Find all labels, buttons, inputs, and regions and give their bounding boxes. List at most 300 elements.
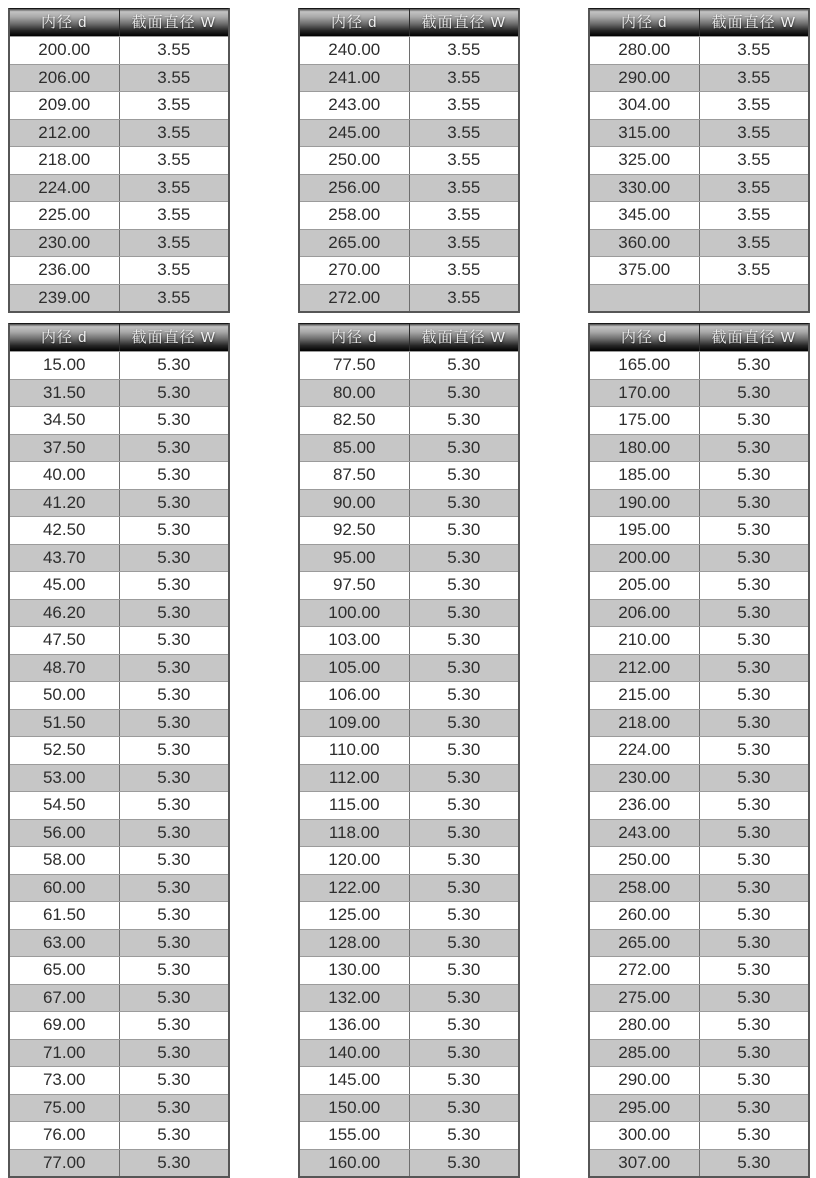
table-row bbox=[590, 736, 808, 764]
table-row bbox=[590, 901, 808, 929]
table-row bbox=[10, 791, 228, 819]
table-row bbox=[300, 929, 518, 957]
cell-inner-diameter: 239.00 bbox=[38, 287, 91, 307]
cell-inner-diameter: 42.50 bbox=[42, 520, 86, 539]
cell-inner-diameter: 290.00 bbox=[618, 67, 671, 87]
cell-cross-section-diameter: 3.55 bbox=[409, 202, 519, 229]
table-row bbox=[590, 874, 808, 902]
col-header-inner-diameter: 内径 d bbox=[330, 329, 378, 346]
cell-inner-diameter: 103.00 bbox=[328, 630, 381, 649]
cell-inner-diameter: 112.00 bbox=[328, 767, 380, 787]
table-row bbox=[300, 1121, 518, 1149]
cell-cross-section-diameter: 5.30 bbox=[699, 682, 809, 709]
cell-inner-diameter: 125.00 bbox=[328, 905, 381, 924]
cell-cross-section-diameter: 5.30 bbox=[119, 1067, 229, 1094]
spec-table-top-right bbox=[588, 8, 810, 313]
table-row bbox=[300, 1066, 518, 1094]
cell-inner-diameter: 67.00 bbox=[42, 987, 86, 1007]
cell-cross-section-diameter: 5.30 bbox=[409, 875, 519, 902]
table-row bbox=[300, 599, 518, 627]
cell-inner-diameter: 15.00 bbox=[42, 355, 86, 374]
table-row bbox=[10, 174, 228, 202]
cell-cross-section-diameter: 5.30 bbox=[409, 380, 519, 407]
cell-cross-section-diameter: 5.30 bbox=[409, 517, 519, 544]
table-row bbox=[590, 654, 808, 682]
table-row bbox=[300, 489, 518, 517]
cell-cross-section-diameter: 5.30 bbox=[119, 875, 229, 902]
table-row bbox=[590, 284, 808, 312]
cell-cross-section-diameter: 3.55 bbox=[409, 120, 519, 147]
cell-cross-section-diameter: 5.30 bbox=[119, 627, 229, 654]
cell-cross-section-diameter: 5.30 bbox=[409, 1067, 519, 1094]
table-row bbox=[300, 1011, 518, 1039]
cell-cross-section-diameter: 5.30 bbox=[699, 957, 809, 984]
cell-inner-diameter: 105.00 bbox=[328, 657, 381, 677]
cell-cross-section-diameter: 5.30 bbox=[119, 1040, 229, 1067]
cell-cross-section-diameter: 5.30 bbox=[699, 435, 809, 462]
col-header-cross-section-diameter: 截面直径 W bbox=[409, 9, 519, 36]
spec-table-top-left bbox=[8, 8, 230, 313]
cell-inner-diameter: 290.00 bbox=[618, 1070, 671, 1089]
cell-cross-section-diameter: 3.55 bbox=[119, 92, 229, 119]
cell-cross-section-diameter: 5.30 bbox=[119, 352, 229, 379]
cell-inner-diameter: 41.20 bbox=[42, 492, 86, 512]
cell-cross-section-diameter: 5.30 bbox=[119, 1122, 229, 1149]
cell-inner-diameter: 285.00 bbox=[618, 1042, 671, 1062]
cell-inner-diameter: 258.00 bbox=[618, 877, 671, 897]
cell-cross-section-diameter bbox=[699, 285, 809, 312]
cell-inner-diameter: 236.00 bbox=[618, 795, 671, 814]
cell-inner-diameter: 236.00 bbox=[38, 260, 91, 279]
cell-inner-diameter: 160.00 bbox=[328, 1152, 381, 1172]
cell-cross-section-diameter: 3.55 bbox=[409, 257, 519, 284]
cell-inner-diameter: 37.50 bbox=[42, 437, 86, 457]
table-row bbox=[590, 434, 808, 462]
cell-cross-section-diameter: 5.30 bbox=[699, 765, 809, 792]
cell-inner-diameter: 110.00 bbox=[328, 740, 380, 759]
cell-inner-diameter: 40.00 bbox=[42, 465, 86, 484]
table-row bbox=[590, 626, 808, 654]
cell-cross-section-diameter: 5.30 bbox=[119, 462, 229, 489]
cell-inner-diameter: 307.00 bbox=[618, 1152, 671, 1172]
table-row bbox=[590, 599, 808, 627]
table-row bbox=[10, 201, 228, 229]
table-row bbox=[590, 1121, 808, 1149]
spec-table-bottom-center bbox=[298, 323, 520, 1178]
table-row bbox=[300, 709, 518, 737]
cell-cross-section-diameter: 5.30 bbox=[119, 930, 229, 957]
table-row bbox=[300, 201, 518, 229]
cell-cross-section-diameter: 5.30 bbox=[699, 902, 809, 929]
table-row bbox=[10, 256, 228, 284]
cell-cross-section-diameter: 5.30 bbox=[119, 1095, 229, 1122]
cell-cross-section-diameter: 5.30 bbox=[409, 490, 519, 517]
cell-inner-diameter: 60.00 bbox=[42, 877, 86, 897]
cell-inner-diameter: 206.00 bbox=[38, 67, 91, 87]
table-row bbox=[590, 36, 808, 64]
cell-inner-diameter: 218.00 bbox=[618, 712, 671, 732]
cell-cross-section-diameter: 5.30 bbox=[409, 462, 519, 489]
cell-cross-section-diameter: 5.30 bbox=[409, 407, 519, 434]
table-row bbox=[300, 64, 518, 92]
cell-inner-diameter: 128.00 bbox=[328, 932, 381, 952]
cell-inner-diameter: 53.00 bbox=[42, 767, 86, 787]
cell-inner-diameter: 243.00 bbox=[328, 95, 381, 114]
table-row bbox=[10, 874, 228, 902]
table-row bbox=[300, 119, 518, 147]
cell-inner-diameter: 45.00 bbox=[42, 575, 86, 594]
table-row bbox=[590, 174, 808, 202]
cell-inner-diameter: 224.00 bbox=[618, 740, 671, 759]
cell-cross-section-diameter: 3.55 bbox=[119, 120, 229, 147]
cell-cross-section-diameter: 3.55 bbox=[699, 120, 809, 147]
table-row bbox=[590, 119, 808, 147]
col-header-cross-section-diameter: 截面直径 W bbox=[119, 324, 229, 351]
table-row bbox=[10, 681, 228, 709]
table-row bbox=[10, 36, 228, 64]
table-row bbox=[300, 351, 518, 379]
cell-inner-diameter: 87.50 bbox=[332, 465, 376, 484]
table-row bbox=[590, 351, 808, 379]
cell-cross-section-diameter: 5.30 bbox=[409, 710, 519, 737]
cell-cross-section-diameter: 5.30 bbox=[699, 1040, 809, 1067]
cell-inner-diameter: 122.00 bbox=[328, 877, 381, 897]
table-row bbox=[590, 229, 808, 257]
table-row bbox=[10, 91, 228, 119]
col-header-cross-section-diameter: 截面直径 W bbox=[699, 9, 809, 36]
cell-cross-section-diameter: 5.30 bbox=[119, 380, 229, 407]
cell-inner-diameter: 375.00 bbox=[618, 260, 671, 279]
cell-inner-diameter: 56.00 bbox=[42, 822, 86, 842]
cell-cross-section-diameter: 5.30 bbox=[119, 792, 229, 819]
cell-inner-diameter: 65.00 bbox=[42, 960, 86, 979]
cell-inner-diameter: 175.00 bbox=[618, 410, 671, 429]
cell-cross-section-diameter: 3.55 bbox=[699, 37, 809, 64]
table-row bbox=[300, 36, 518, 64]
cell-inner-diameter: 43.70 bbox=[42, 547, 86, 567]
table-row bbox=[10, 146, 228, 174]
table-header-row bbox=[10, 324, 228, 351]
table-row bbox=[300, 819, 518, 847]
table-row bbox=[300, 1039, 518, 1067]
table-row bbox=[590, 764, 808, 792]
cell-cross-section-diameter: 5.30 bbox=[409, 737, 519, 764]
cell-cross-section-diameter: 3.55 bbox=[409, 175, 519, 202]
cell-cross-section-diameter: 5.30 bbox=[699, 627, 809, 654]
cell-cross-section-diameter: 5.30 bbox=[699, 792, 809, 819]
table-row bbox=[10, 379, 228, 407]
table-row bbox=[300, 461, 518, 489]
cell-cross-section-diameter: 5.30 bbox=[699, 1067, 809, 1094]
col-header-inner-diameter: 内径 d bbox=[620, 14, 668, 31]
table-row bbox=[590, 956, 808, 984]
cell-inner-diameter: 58.00 bbox=[42, 850, 86, 869]
cell-inner-diameter: 258.00 bbox=[328, 205, 381, 224]
cell-inner-diameter: 75.00 bbox=[42, 1097, 86, 1117]
table-row bbox=[300, 626, 518, 654]
cell-cross-section-diameter: 3.55 bbox=[699, 92, 809, 119]
cell-cross-section-diameter: 5.30 bbox=[699, 545, 809, 572]
cell-cross-section-diameter: 5.30 bbox=[119, 517, 229, 544]
table-row bbox=[590, 846, 808, 874]
cell-inner-diameter: 250.00 bbox=[618, 850, 671, 869]
cell-cross-section-diameter: 3.55 bbox=[699, 230, 809, 257]
cell-inner-diameter: 195.00 bbox=[618, 520, 671, 539]
cell-inner-diameter: 47.50 bbox=[42, 630, 86, 649]
table-row bbox=[10, 406, 228, 434]
cell-cross-section-diameter: 5.30 bbox=[699, 572, 809, 599]
cell-inner-diameter: 272.00 bbox=[328, 287, 381, 307]
cell-inner-diameter: 315.00 bbox=[618, 122, 671, 142]
cell-inner-diameter: 256.00 bbox=[328, 177, 381, 197]
table-row bbox=[590, 1039, 808, 1067]
table-row bbox=[10, 351, 228, 379]
cell-cross-section-diameter: 5.30 bbox=[409, 792, 519, 819]
cell-inner-diameter: 206.00 bbox=[618, 602, 671, 622]
cell-cross-section-diameter: 5.30 bbox=[119, 407, 229, 434]
cell-inner-diameter: 31.50 bbox=[42, 382, 86, 402]
cell-cross-section-diameter: 3.55 bbox=[409, 92, 519, 119]
cell-inner-diameter: 241.00 bbox=[328, 67, 381, 87]
cell-cross-section-diameter: 5.30 bbox=[119, 985, 229, 1012]
cell-cross-section-diameter: 5.30 bbox=[409, 572, 519, 599]
table-row bbox=[10, 489, 228, 517]
cell-inner-diameter: 325.00 bbox=[618, 150, 671, 169]
table-row bbox=[300, 984, 518, 1012]
table-row bbox=[10, 846, 228, 874]
cell-inner-diameter: 145.00 bbox=[328, 1070, 381, 1089]
cell-inner-diameter: 95.00 bbox=[332, 547, 376, 567]
table-row bbox=[300, 846, 518, 874]
table-row bbox=[300, 229, 518, 257]
cell-cross-section-diameter: 5.30 bbox=[119, 1150, 229, 1177]
cell-cross-section-diameter: 5.30 bbox=[699, 875, 809, 902]
cell-cross-section-diameter: 5.30 bbox=[409, 682, 519, 709]
cell-inner-diameter: 270.00 bbox=[328, 260, 381, 279]
cell-cross-section-diameter: 3.55 bbox=[119, 37, 229, 64]
table-row bbox=[10, 1039, 228, 1067]
cell-inner-diameter: 120.00 bbox=[328, 850, 381, 869]
cell-cross-section-diameter: 3.55 bbox=[119, 65, 229, 92]
cell-cross-section-diameter: 5.30 bbox=[119, 435, 229, 462]
cell-cross-section-diameter: 5.30 bbox=[409, 545, 519, 572]
table-row bbox=[590, 1011, 808, 1039]
cell-inner-diameter: 230.00 bbox=[618, 767, 671, 787]
cell-cross-section-diameter: 5.30 bbox=[699, 1122, 809, 1149]
cell-cross-section-diameter: 5.30 bbox=[409, 1040, 519, 1067]
cell-cross-section-diameter: 3.55 bbox=[119, 257, 229, 284]
table-row bbox=[10, 599, 228, 627]
cell-inner-diameter: 265.00 bbox=[618, 932, 671, 952]
table-row bbox=[590, 1066, 808, 1094]
table-row bbox=[300, 681, 518, 709]
cell-cross-section-diameter: 5.30 bbox=[119, 600, 229, 627]
cell-inner-diameter: 140.00 bbox=[328, 1042, 381, 1062]
table-row bbox=[590, 91, 808, 119]
table-row bbox=[590, 1094, 808, 1122]
cell-inner-diameter: 230.00 bbox=[38, 232, 91, 252]
cell-cross-section-diameter: 5.30 bbox=[699, 655, 809, 682]
cell-inner-diameter: 52.50 bbox=[42, 740, 86, 759]
cell-inner-diameter: 69.00 bbox=[42, 1015, 86, 1034]
cell-cross-section-diameter: 5.30 bbox=[409, 820, 519, 847]
cell-cross-section-diameter: 5.30 bbox=[409, 765, 519, 792]
cell-inner-diameter: 200.00 bbox=[618, 547, 671, 567]
table-row bbox=[10, 64, 228, 92]
table-row bbox=[10, 516, 228, 544]
cell-cross-section-diameter: 5.30 bbox=[699, 517, 809, 544]
cell-inner-diameter: 61.50 bbox=[42, 905, 86, 924]
cell-inner-diameter: 51.50 bbox=[42, 712, 86, 732]
cell-cross-section-diameter: 5.30 bbox=[699, 1012, 809, 1039]
table-row bbox=[10, 119, 228, 147]
cell-inner-diameter: 245.00 bbox=[328, 122, 381, 142]
table-row bbox=[590, 819, 808, 847]
cell-inner-diameter: 48.70 bbox=[42, 657, 86, 677]
cell-inner-diameter: 300.00 bbox=[618, 1125, 671, 1144]
table-row bbox=[300, 256, 518, 284]
cell-cross-section-diameter: 3.55 bbox=[409, 37, 519, 64]
cell-inner-diameter: 272.00 bbox=[618, 960, 671, 979]
table-row bbox=[590, 929, 808, 957]
cell-inner-diameter: 210.00 bbox=[618, 630, 671, 649]
table-row bbox=[300, 764, 518, 792]
cell-cross-section-diameter: 5.30 bbox=[409, 352, 519, 379]
cell-cross-section-diameter: 5.30 bbox=[699, 737, 809, 764]
cell-inner-diameter: 155.00 bbox=[328, 1125, 381, 1144]
col-header-inner-diameter: 内径 d bbox=[620, 329, 668, 346]
cell-cross-section-diameter: 3.55 bbox=[699, 65, 809, 92]
table-row bbox=[10, 764, 228, 792]
table-header-row bbox=[590, 9, 808, 36]
cell-inner-diameter: 77.00 bbox=[42, 1152, 86, 1172]
table-header-row bbox=[300, 9, 518, 36]
cell-cross-section-diameter: 5.30 bbox=[409, 600, 519, 627]
table-row bbox=[590, 64, 808, 92]
table-row bbox=[300, 379, 518, 407]
cell-inner-diameter: 109.00 bbox=[328, 712, 381, 732]
table-row bbox=[300, 956, 518, 984]
cell-cross-section-diameter: 5.30 bbox=[409, 930, 519, 957]
table-row bbox=[590, 984, 808, 1012]
cell-inner-diameter: 118.00 bbox=[328, 822, 380, 842]
table-row bbox=[10, 901, 228, 929]
table-row bbox=[10, 571, 228, 599]
cell-cross-section-diameter: 5.30 bbox=[699, 462, 809, 489]
cell-cross-section-diameter: 5.30 bbox=[119, 490, 229, 517]
cell-inner-diameter: 275.00 bbox=[618, 987, 671, 1007]
table-row bbox=[300, 434, 518, 462]
table-header-row bbox=[590, 324, 808, 351]
cell-inner-diameter: 73.00 bbox=[42, 1070, 86, 1089]
cell-cross-section-diameter: 3.55 bbox=[119, 147, 229, 174]
table-row bbox=[300, 406, 518, 434]
cell-inner-diameter: 77.50 bbox=[332, 355, 376, 374]
table-row bbox=[300, 146, 518, 174]
table-header-row bbox=[300, 324, 518, 351]
cell-cross-section-diameter: 5.30 bbox=[699, 930, 809, 957]
table-row bbox=[590, 201, 808, 229]
table-row bbox=[10, 709, 228, 737]
cell-cross-section-diameter: 5.30 bbox=[699, 820, 809, 847]
table-row bbox=[10, 1011, 228, 1039]
table-row bbox=[300, 901, 518, 929]
table-row bbox=[300, 91, 518, 119]
table-row bbox=[300, 736, 518, 764]
table-row bbox=[10, 819, 228, 847]
col-header-cross-section-diameter: 截面直径 W bbox=[119, 9, 229, 36]
cell-inner-diameter: 218.00 bbox=[38, 150, 91, 169]
table-row bbox=[300, 174, 518, 202]
cell-cross-section-diameter: 3.55 bbox=[699, 257, 809, 284]
cell-cross-section-diameter: 5.30 bbox=[119, 765, 229, 792]
cell-inner-diameter: 90.00 bbox=[332, 492, 376, 512]
col-header-inner-diameter: 内径 d bbox=[40, 329, 88, 346]
cell-inner-diameter bbox=[590, 285, 699, 312]
cell-inner-diameter: 92.50 bbox=[332, 520, 376, 539]
table-row bbox=[300, 516, 518, 544]
col-header-inner-diameter: 内径 d bbox=[330, 14, 378, 31]
cell-inner-diameter: 190.00 bbox=[618, 492, 671, 512]
table-row bbox=[590, 791, 808, 819]
cell-inner-diameter: 150.00 bbox=[328, 1097, 381, 1117]
col-header-cross-section-diameter: 截面直径 W bbox=[409, 324, 519, 351]
cell-inner-diameter: 360.00 bbox=[618, 232, 671, 252]
cell-inner-diameter: 250.00 bbox=[328, 150, 381, 169]
cell-inner-diameter: 295.00 bbox=[618, 1097, 671, 1117]
table-row bbox=[590, 461, 808, 489]
cell-cross-section-diameter: 3.55 bbox=[699, 147, 809, 174]
cell-inner-diameter: 225.00 bbox=[38, 205, 91, 224]
cell-cross-section-diameter: 5.30 bbox=[409, 435, 519, 462]
cell-cross-section-diameter: 5.30 bbox=[119, 572, 229, 599]
table-row bbox=[10, 544, 228, 572]
col-header-cross-section-diameter: 截面直径 W bbox=[699, 324, 809, 351]
table-row bbox=[10, 284, 228, 312]
cell-inner-diameter: 180.00 bbox=[618, 437, 671, 457]
cell-cross-section-diameter: 5.30 bbox=[699, 1095, 809, 1122]
table-row bbox=[300, 544, 518, 572]
cell-cross-section-diameter: 5.30 bbox=[699, 710, 809, 737]
cell-cross-section-diameter: 5.30 bbox=[119, 957, 229, 984]
table-header-row bbox=[10, 9, 228, 36]
cell-cross-section-diameter: 3.55 bbox=[409, 147, 519, 174]
cell-inner-diameter: 82.50 bbox=[332, 410, 376, 429]
cell-cross-section-diameter: 5.30 bbox=[699, 407, 809, 434]
table-row bbox=[10, 1094, 228, 1122]
cell-inner-diameter: 224.00 bbox=[38, 177, 91, 197]
cell-cross-section-diameter: 5.30 bbox=[699, 352, 809, 379]
cell-cross-section-diameter: 5.30 bbox=[119, 545, 229, 572]
table-row bbox=[590, 681, 808, 709]
cell-inner-diameter: 136.00 bbox=[328, 1015, 381, 1034]
cell-cross-section-diameter: 3.55 bbox=[409, 65, 519, 92]
cell-inner-diameter: 130.00 bbox=[328, 960, 381, 979]
table-row bbox=[10, 956, 228, 984]
cell-cross-section-diameter: 5.30 bbox=[409, 1122, 519, 1149]
table-row bbox=[10, 929, 228, 957]
table-row bbox=[590, 256, 808, 284]
cell-cross-section-diameter: 5.30 bbox=[119, 710, 229, 737]
cell-inner-diameter: 212.00 bbox=[38, 122, 91, 142]
table-row bbox=[590, 544, 808, 572]
cell-cross-section-diameter: 5.30 bbox=[119, 1012, 229, 1039]
cell-cross-section-diameter: 5.30 bbox=[409, 1150, 519, 1177]
table-row bbox=[300, 654, 518, 682]
cell-cross-section-diameter: 3.55 bbox=[119, 175, 229, 202]
table-row bbox=[10, 229, 228, 257]
table-row bbox=[10, 984, 228, 1012]
